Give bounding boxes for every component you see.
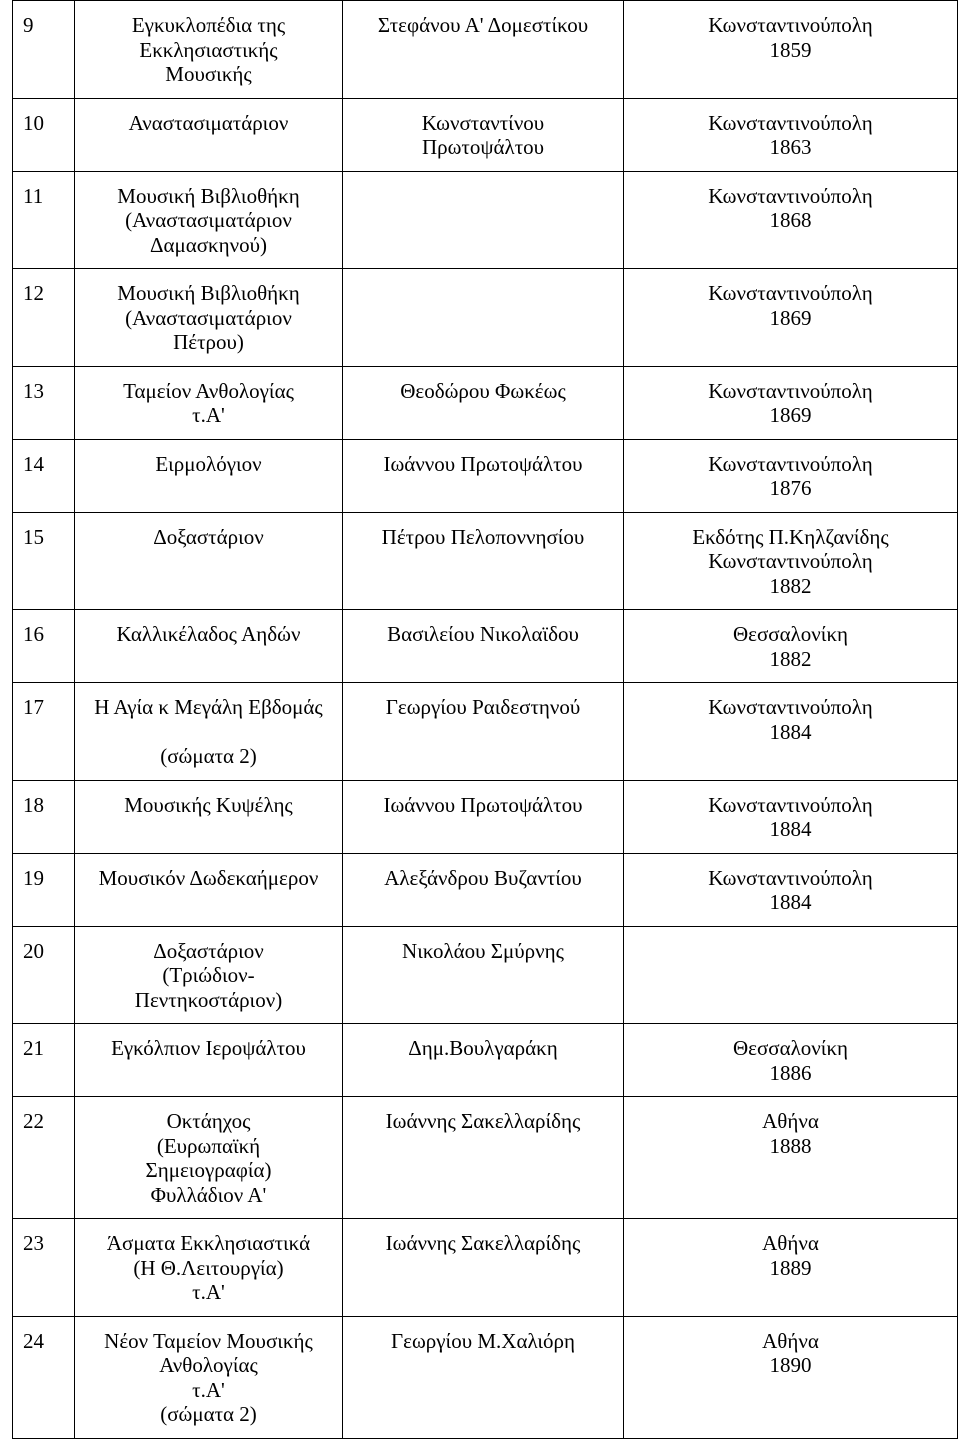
author-line: Γεωργίου Ραιδεστηνού bbox=[385, 695, 581, 719]
place-line: 1876 bbox=[769, 476, 812, 500]
place-line: 1884 bbox=[769, 890, 812, 914]
row-number: 21 bbox=[13, 1024, 75, 1097]
author-cell bbox=[343, 439, 624, 512]
place-year-cell bbox=[624, 610, 958, 683]
catalog-page bbox=[12, 0, 957, 1439]
author-line: Ιωάννου Πρωτοψάλτου bbox=[383, 451, 583, 476]
title-line: Πέτρου) bbox=[173, 330, 244, 354]
book-title-cell bbox=[75, 926, 343, 1024]
author-cell bbox=[343, 1, 624, 99]
title-line: (Η Θ.Λειτουργία) bbox=[133, 1255, 284, 1280]
place-line: 1863 bbox=[769, 135, 812, 159]
blank-line bbox=[81, 720, 336, 745]
place-line: 1888 bbox=[769, 1133, 812, 1158]
row-number: 20 bbox=[13, 926, 75, 1024]
book-title-cell bbox=[75, 1097, 343, 1219]
title-line: Φυλλάδιον Α' bbox=[150, 1182, 267, 1207]
title-line: Σημειογραφία) bbox=[145, 1158, 272, 1182]
author-cell bbox=[343, 853, 624, 926]
title-line: Οκτάηχος bbox=[166, 1109, 251, 1133]
title-line: Μουσικής bbox=[165, 62, 252, 86]
author-line: Ιωάννης Σακελλαρίδης bbox=[385, 1109, 581, 1133]
table-row bbox=[13, 1, 958, 99]
place-line: Κωνσταντινούπολη bbox=[708, 865, 873, 890]
table-row bbox=[13, 780, 958, 853]
book-title-cell bbox=[75, 98, 343, 171]
title-line: Νέον Ταμείον Μουσικής bbox=[104, 1328, 313, 1353]
author-line: Γεωργίου Μ.Χαλιόρη bbox=[391, 1328, 575, 1353]
place-line: 1889 bbox=[769, 1255, 812, 1280]
place-line: Κωνσταντινούπολη bbox=[708, 281, 873, 305]
title-line: Μουσικόν Δωδεκαήμερον bbox=[98, 865, 319, 890]
place-year-cell bbox=[624, 1316, 958, 1438]
author-cell bbox=[343, 98, 624, 171]
title-line: Πεντηκοστάριον) bbox=[134, 987, 283, 1012]
place-line: 1882 bbox=[769, 573, 812, 598]
author-line: Πρωτοψάλτου bbox=[421, 135, 545, 159]
title-line: Καλλικέλαδος Αηδών bbox=[116, 622, 301, 646]
place-line: Αθήνα bbox=[762, 1231, 819, 1255]
table-row bbox=[13, 512, 958, 610]
title-line: τ.Α' bbox=[192, 1280, 225, 1304]
book-title-cell bbox=[75, 1024, 343, 1097]
row-number: 18 bbox=[13, 780, 75, 853]
place-year-cell bbox=[624, 98, 958, 171]
book-title-cell bbox=[75, 1219, 343, 1317]
place-line: Κωνσταντινούπολη bbox=[708, 110, 873, 135]
author-cell bbox=[343, 780, 624, 853]
table-row bbox=[13, 683, 958, 781]
place-line: 1886 bbox=[769, 1060, 812, 1085]
title-line: Ειρμολόγιον bbox=[155, 451, 262, 476]
place-line: Αθήνα bbox=[762, 1109, 819, 1133]
table-row bbox=[13, 269, 958, 367]
author-line: Ιωάννης Σακελλαρίδης bbox=[385, 1231, 581, 1255]
place-line: Κωνσταντινούπολη bbox=[708, 792, 873, 817]
book-title-cell bbox=[75, 439, 343, 512]
row-number: 24 bbox=[13, 1316, 75, 1438]
place-line: 1859 bbox=[769, 37, 812, 62]
row-number: 14 bbox=[13, 439, 75, 512]
book-title-cell bbox=[75, 366, 343, 439]
row-number: 17 bbox=[13, 683, 75, 781]
author-cell bbox=[343, 1219, 624, 1317]
author-line: Κωνσταντίνου bbox=[421, 110, 545, 135]
place-year-cell bbox=[624, 269, 958, 367]
title-line: (Αναστασιματάριον bbox=[125, 208, 292, 232]
row-number: 16 bbox=[13, 610, 75, 683]
title-line: Μουσική Βιβλιοθήκη bbox=[117, 183, 300, 208]
title-line: Αναστασιματάριον bbox=[128, 110, 289, 135]
table-row bbox=[13, 366, 958, 439]
book-title-cell bbox=[75, 780, 343, 853]
table-row bbox=[13, 853, 958, 926]
place-line: 1869 bbox=[769, 305, 812, 330]
title-line: τ.Α' bbox=[192, 1377, 225, 1402]
row-number: 12 bbox=[13, 269, 75, 367]
author-line: Δημ.Βουλγαράκη bbox=[408, 1036, 558, 1060]
publications-table bbox=[12, 0, 958, 1439]
title-line: Δοξαστάριον bbox=[153, 938, 264, 963]
title-line: Δαμασκηνού) bbox=[149, 232, 268, 257]
author-cell bbox=[343, 1316, 624, 1438]
place-line: 1882 bbox=[769, 646, 812, 671]
place-year-cell bbox=[624, 512, 958, 610]
author-cell bbox=[343, 512, 624, 610]
place-year-cell bbox=[624, 171, 958, 269]
author-line: Ιωάννου Πρωτοψάλτου bbox=[383, 792, 583, 817]
place-year-cell bbox=[624, 1097, 958, 1219]
title-line: Μουσικής Κυψέλης bbox=[124, 792, 293, 817]
author-line: Στεφάνου Α' Δομεστίκου bbox=[377, 13, 589, 37]
title-line: Εκκλησιαστικής bbox=[139, 37, 278, 62]
place-line: Κωνσταντινούπολη bbox=[708, 13, 873, 37]
author-line: Αλεξάνδρου Βυζαντίου bbox=[384, 865, 582, 890]
title-line: (Ευρωπαϊκή bbox=[156, 1133, 261, 1158]
title-line: Δοξαστάριον bbox=[153, 524, 264, 549]
author-cell bbox=[343, 610, 624, 683]
table-row bbox=[13, 439, 958, 512]
row-number: 23 bbox=[13, 1219, 75, 1317]
author-cell bbox=[343, 1097, 624, 1219]
table-row bbox=[13, 171, 958, 269]
table-row bbox=[13, 1097, 958, 1219]
title-line: (σώματα 2) bbox=[160, 1402, 257, 1426]
title-line: Άσματα Εκκλησιαστικά bbox=[106, 1231, 311, 1255]
book-title-cell bbox=[75, 610, 343, 683]
row-number: 10 bbox=[13, 98, 75, 171]
row-number: 13 bbox=[13, 366, 75, 439]
place-year-cell bbox=[624, 1, 958, 99]
book-title-cell bbox=[75, 269, 343, 367]
title-line: τ.Α' bbox=[192, 403, 225, 427]
place-line: 1884 bbox=[769, 719, 812, 744]
place-year-cell bbox=[624, 1219, 958, 1317]
place-year-cell bbox=[624, 1024, 958, 1097]
title-line: Η Αγία κ Μεγάλη Εβδομάς bbox=[94, 695, 323, 719]
place-year-cell bbox=[624, 439, 958, 512]
author-cell bbox=[343, 926, 624, 1024]
table-row bbox=[13, 1316, 958, 1438]
place-year-cell bbox=[624, 366, 958, 439]
author-line: Νικολάου Σμύρνης bbox=[402, 938, 564, 963]
place-year-cell bbox=[624, 780, 958, 853]
table-row bbox=[13, 1024, 958, 1097]
place-line: 1884 bbox=[769, 817, 812, 841]
place-line: Κωνσταντινούπολη bbox=[708, 378, 873, 403]
place-line: Αθήνα bbox=[762, 1328, 819, 1353]
place-year-cell bbox=[624, 853, 958, 926]
row-number: 19 bbox=[13, 853, 75, 926]
book-title-cell bbox=[75, 1316, 343, 1438]
author-line: Βασιλείου Νικολαϊδου bbox=[387, 622, 579, 646]
place-line: 1868 bbox=[769, 208, 812, 232]
author-line: Πέτρου Πελοποννησίου bbox=[381, 524, 585, 549]
title-line: Ανθολογίας bbox=[159, 1353, 258, 1377]
row-number: 15 bbox=[13, 512, 75, 610]
place-line: Εκδότης Π.Κηλζανίδης bbox=[692, 524, 889, 549]
book-title-cell bbox=[75, 853, 343, 926]
place-year-cell bbox=[624, 683, 958, 781]
place-year-cell bbox=[624, 926, 958, 1024]
title-line: Ταμείον Ανθολογίας bbox=[123, 378, 294, 403]
author-cell bbox=[343, 269, 624, 367]
place-line: 1890 bbox=[769, 1353, 812, 1377]
table-body bbox=[13, 1, 958, 1439]
title-line: (Αναστασιματάριον bbox=[125, 305, 292, 330]
row-number: 22 bbox=[13, 1097, 75, 1219]
table-row bbox=[13, 926, 958, 1024]
author-cell bbox=[343, 1024, 624, 1097]
author-cell bbox=[343, 366, 624, 439]
table-row bbox=[13, 98, 958, 171]
author-cell bbox=[343, 683, 624, 781]
book-title-cell bbox=[75, 512, 343, 610]
title-line: Εγκόλπιον Ιεροψάλτου bbox=[111, 1036, 306, 1060]
place-line: 1869 bbox=[769, 403, 812, 427]
table-row bbox=[13, 1219, 958, 1317]
row-number: 11 bbox=[13, 171, 75, 269]
title-line: (Τριώδιον- bbox=[162, 963, 255, 987]
place-line: Κωνσταντινούπολη bbox=[708, 549, 873, 573]
book-title-cell bbox=[75, 171, 343, 269]
author-line: Θεοδώρου Φωκέως bbox=[400, 378, 566, 403]
title-line: Εγκυκλοπέδια της bbox=[131, 13, 286, 37]
book-title-cell bbox=[75, 683, 343, 781]
row-number: 9 bbox=[13, 1, 75, 99]
place-line: Θεσσαλονίκη bbox=[732, 622, 849, 646]
table-row bbox=[13, 610, 958, 683]
place-line: Κωνσταντινούπολη bbox=[708, 695, 873, 719]
author-cell bbox=[343, 171, 624, 269]
book-title-cell bbox=[75, 1, 343, 99]
title-line: Μουσική Βιβλιοθήκη bbox=[117, 281, 300, 305]
place-line: Κωνσταντινούπολη bbox=[708, 451, 873, 476]
place-line: Θεσσαλονίκη bbox=[732, 1036, 849, 1060]
title-line: (σώματα 2) bbox=[160, 744, 257, 768]
place-line: Κωνσταντινούπολη bbox=[708, 183, 873, 208]
